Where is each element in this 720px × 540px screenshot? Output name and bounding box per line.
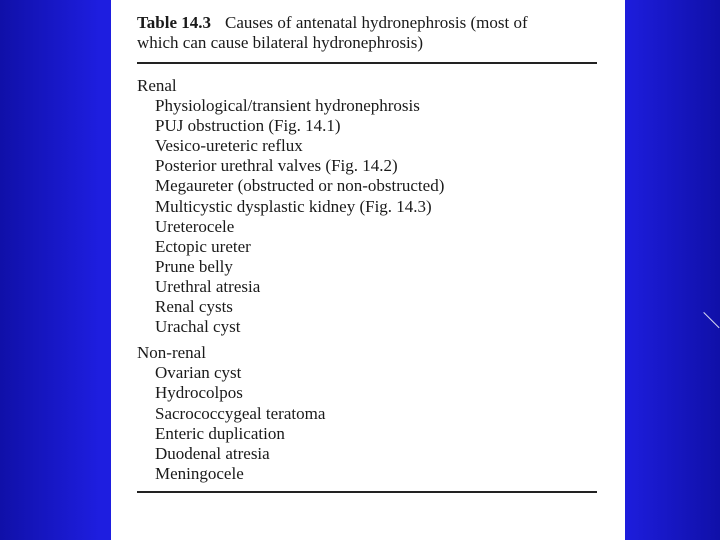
list-item: Meningocele — [155, 463, 244, 483]
list-item: Urethral atresia — [155, 276, 261, 296]
slide-decoration-line — [703, 312, 719, 328]
list-item: Prune belly — [155, 256, 233, 276]
list-item: Sacrococcygeal teratoma — [155, 403, 326, 423]
list-item: Urachal cyst — [155, 317, 241, 337]
table-bottom-rule — [137, 491, 597, 493]
group-heading-non-renal: Non-renal — [137, 343, 206, 363]
list-item: Megaureter (obstructed or non-obstructed) — [155, 176, 445, 196]
table-number: Table 14.3 — [137, 13, 212, 32]
table-caption — [137, 13, 607, 53]
group-heading-renal: Renal — [137, 76, 177, 95]
list-item: Multicystic dysplastic kidney (Fig. 14.3) — [155, 196, 432, 216]
table-title-line2: which can cause bilateral hydronephrosis) — [137, 33, 424, 52]
list-item: Renal cysts — [155, 297, 233, 317]
list-item: Hydrocolpos — [155, 383, 243, 403]
list-item: Vesico-ureteric reflux — [155, 136, 303, 156]
list-item: Ureterocele — [155, 216, 235, 236]
list-item: Posterior urethral valves (Fig. 14.2) — [155, 156, 398, 176]
list-item: Enteric duplication — [155, 423, 285, 443]
list-item: Ovarian cyst — [155, 363, 242, 383]
list-item: Physiological/transient hydronephrosis — [155, 96, 420, 116]
table-body — [137, 76, 597, 484]
table-top-rule — [137, 62, 597, 64]
table-title-line1: Causes of antenatal hydronephrosis (most of — [225, 13, 528, 32]
list-item: PUJ obstruction (Fig. 14.1) — [155, 116, 341, 136]
scanned-page — [111, 0, 625, 540]
list-item: Ectopic ureter — [155, 236, 251, 256]
list-item: Duodenal atresia — [155, 443, 270, 463]
